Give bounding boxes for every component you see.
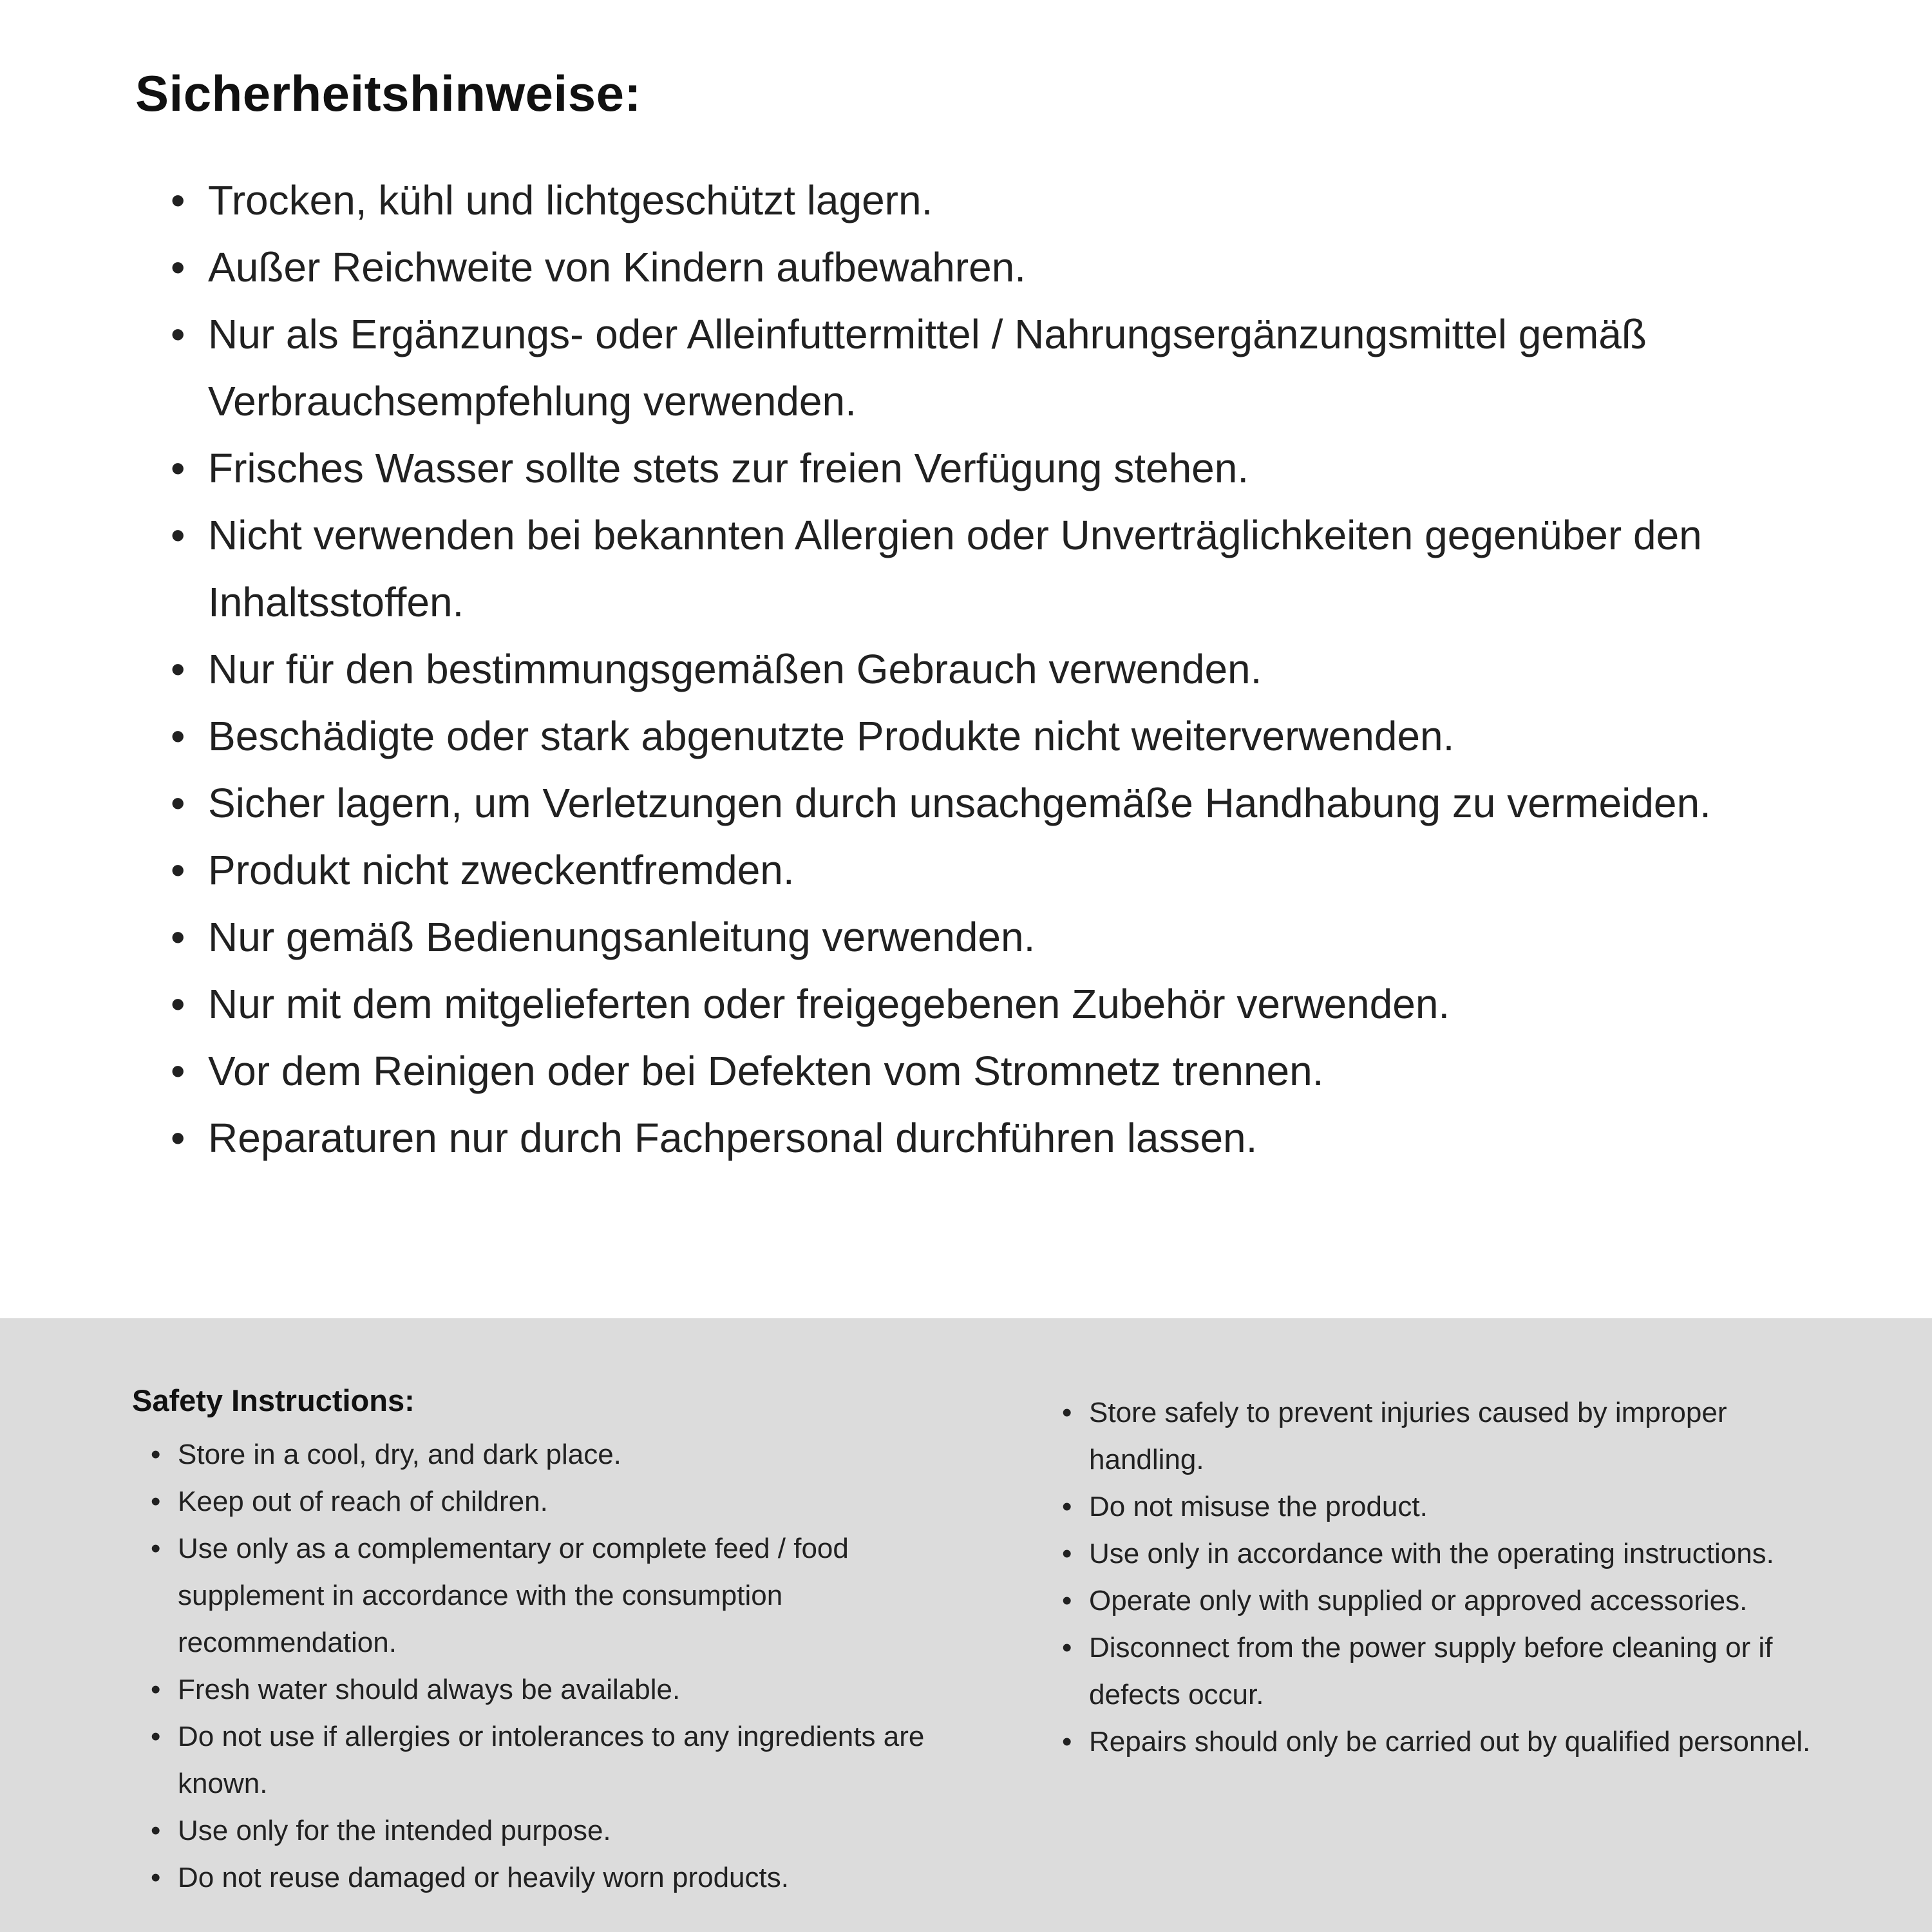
english-safety-list-left <box>151 1431 982 1901</box>
bullet-marker: • <box>151 1439 161 1470</box>
german-safety-item <box>171 502 1768 636</box>
german-safety-item-text: Nur mit dem mitgelieferten oder freigegebenen Zubehör verwenden. <box>208 981 1450 1027</box>
english-safety-item <box>1062 1483 1839 1530</box>
english-safety-item <box>151 1431 982 1478</box>
bullet-marker: • <box>151 1862 161 1893</box>
german-safety-item <box>171 301 1768 435</box>
english-right-column <box>1043 1383 1839 1932</box>
german-safety-item-text: Nur für den bestimmungsgemäßen Gebrauch verwenden. <box>208 646 1262 692</box>
english-safety-item-text: Store safely to prevent injuries caused by improper handling. <box>1089 1397 1727 1475</box>
german-safety-item <box>171 904 1768 971</box>
german-safety-item <box>171 703 1768 770</box>
german-safety-item-text: Nicht verwenden bei bekannten Allergien oder Unverträglichkeiten gegenüber den Inhaltsstoffen. <box>208 512 1702 625</box>
english-safety-item <box>1062 1718 1839 1765</box>
english-safety-item <box>1062 1530 1839 1577</box>
german-safety-item <box>171 1104 1768 1171</box>
german-safety-item-text: Beschädigte oder stark abgenutzte Produkte nicht weiterverwenden. <box>208 713 1455 759</box>
english-safety-section <box>0 1318 1932 1932</box>
german-section-title: Sicherheitshinweise: <box>135 65 641 122</box>
german-safety-item-text: Nur als Ergänzungs- oder Alleinfuttermittel / Nahrungsergänzungsmittel gemäß Verbrauchsempfehlung verwenden. <box>208 311 1647 424</box>
bullet-marker: • <box>151 1533 161 1564</box>
german-safety-item-text: Trocken, kühl und lichtgeschützt lagern. <box>208 177 933 223</box>
english-safety-item-text: Operate only with supplied or approved accessories. <box>1089 1585 1748 1616</box>
bullet-marker: • <box>171 914 185 960</box>
german-safety-item-text: Vor dem Reinigen oder bei Defekten vom Stromnetz trennen. <box>208 1048 1324 1094</box>
german-safety-item <box>171 770 1768 837</box>
english-safety-item-text: Disconnect from the power supply before cleaning or if defects occur. <box>1089 1632 1773 1710</box>
bullet-marker: • <box>1062 1585 1072 1616</box>
english-safety-item <box>151 1807 982 1854</box>
german-safety-item <box>171 971 1768 1037</box>
english-safety-item <box>151 1478 982 1525</box>
bullet-marker: • <box>171 847 185 893</box>
german-safety-item-text: Nur gemäß Bedienungsanleitung verwenden. <box>208 914 1036 960</box>
bullet-marker: • <box>171 244 185 290</box>
bullet-marker: • <box>171 445 185 491</box>
bullet-marker: • <box>171 311 185 357</box>
bullet-marker: • <box>171 512 185 558</box>
english-safety-item <box>1062 1624 1839 1718</box>
english-safety-item-text: Do not misuse the product. <box>1089 1491 1428 1522</box>
german-safety-item-text: Reparaturen nur durch Fachpersonal durchführen lassen. <box>208 1115 1258 1161</box>
german-safety-item-text: Außer Reichweite von Kindern aufbewahren. <box>208 244 1027 290</box>
bullet-marker: • <box>1062 1726 1072 1757</box>
bullet-marker: • <box>171 981 185 1027</box>
english-safety-item <box>151 1713 982 1807</box>
english-safety-item <box>151 1666 982 1713</box>
english-safety-item <box>151 1525 982 1666</box>
english-safety-item <box>1062 1577 1839 1624</box>
german-safety-item-text: Sicher lagern, um Verletzungen durch unsachgemäße Handhabung zu vermeiden. <box>208 780 1711 826</box>
bullet-marker: • <box>1062 1397 1072 1428</box>
english-safety-item <box>1062 1389 1839 1483</box>
bullet-marker: • <box>151 1486 161 1517</box>
german-safety-item <box>171 837 1768 904</box>
english-safety-item-text: Keep out of reach of children. <box>178 1486 548 1517</box>
english-safety-item-text: Use only in accordance with the operating instructions. <box>1089 1538 1774 1569</box>
bullet-marker: • <box>171 177 185 223</box>
bullet-marker: • <box>171 1115 185 1161</box>
bullet-marker: • <box>151 1815 161 1846</box>
english-safety-item <box>151 1854 982 1901</box>
english-safety-item-text: Store in a cool, dry, and dark place. <box>178 1439 621 1470</box>
english-safety-item-text: Use only for the intended purpose. <box>178 1815 611 1846</box>
german-safety-item <box>171 636 1768 703</box>
bullet-marker: • <box>171 1048 185 1094</box>
bullet-marker: • <box>171 713 185 759</box>
german-safety-item-text: Produkt nicht zweckentfremden. <box>208 847 795 893</box>
english-safety-item-text: Fresh water should always be available. <box>178 1674 681 1705</box>
bullet-marker: • <box>151 1721 161 1752</box>
bullet-marker: • <box>1062 1491 1072 1522</box>
english-safety-list-right <box>1062 1389 1839 1765</box>
english-safety-item-text: Do not reuse damaged or heavily worn products. <box>178 1862 789 1893</box>
bullet-marker: • <box>1062 1632 1072 1663</box>
bullet-marker: • <box>171 646 185 692</box>
german-safety-list <box>171 167 1768 1171</box>
english-safety-item-text: Repairs should only be carried out by qualified personnel. <box>1089 1726 1811 1757</box>
german-safety-item <box>171 1037 1768 1104</box>
english-section-title: Safety Instructions: <box>132 1383 415 1417</box>
bullet-marker: • <box>151 1674 161 1705</box>
bullet-marker: • <box>171 780 185 826</box>
german-safety-item <box>171 435 1768 502</box>
german-safety-item <box>171 167 1768 234</box>
german-safety-item <box>171 234 1768 301</box>
english-safety-item-text: Use only as a complementary or complete feed / food supplement in accordance with the consumption recommendation. <box>178 1533 849 1658</box>
english-left-column <box>132 1383 982 1932</box>
english-safety-item-text: Do not use if allergies or intolerances to any ingredients are known. <box>178 1721 925 1799</box>
german-safety-item-text: Frisches Wasser sollte stets zur freien Verfügung stehen. <box>208 445 1249 491</box>
bullet-marker: • <box>1062 1538 1072 1569</box>
